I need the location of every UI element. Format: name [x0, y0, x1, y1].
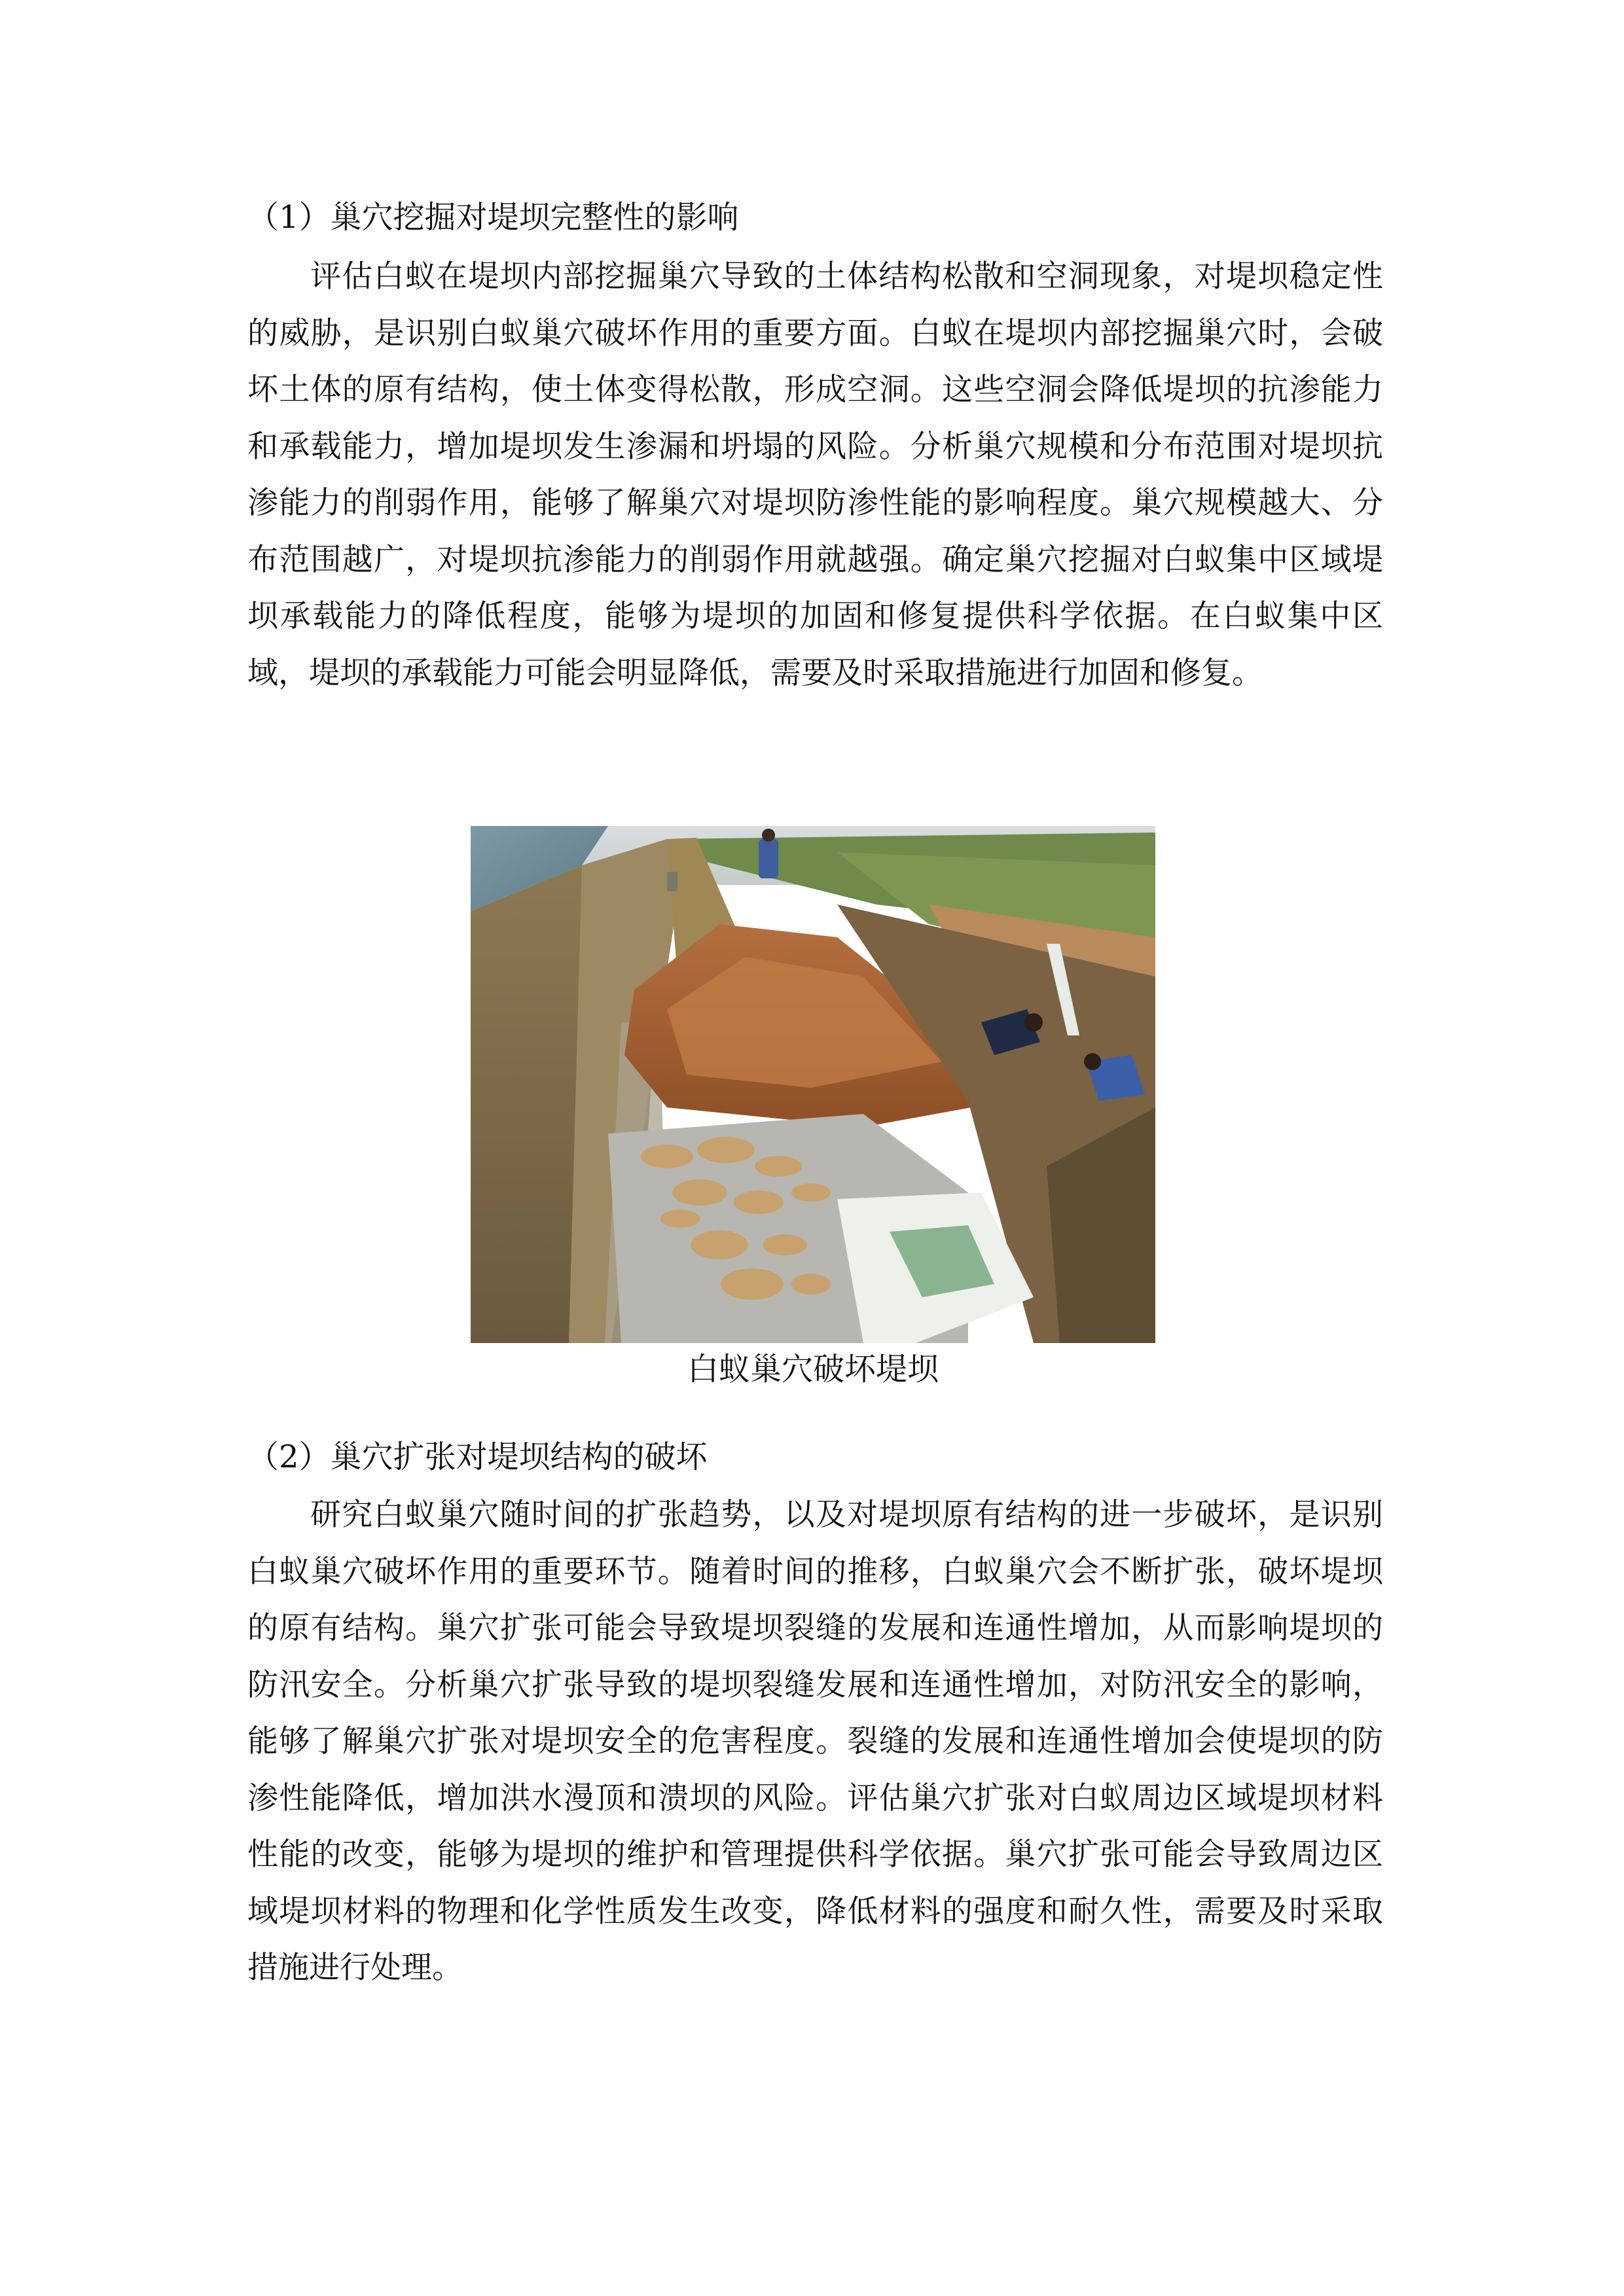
section-2-heading: （2）巢穴扩张对堤坝结构的破坏	[247, 1439, 708, 1475]
section-1-paragraph: 评估白蚁在堤坝内部挖掘巢穴导致的土体结构松散和空洞现象，对堤坝稳定性的威胁，是识别白蚁巢穴破坏作用的重要方面。白蚁在堤坝内部挖掘巢穴时，会破坏土体的原有结构，使土体变得松散，形成空洞。这些空洞会降低堤坝的抗渗能力和承载能力，增加堤坝发生渗漏和坍塌的风险。分析巢穴规模和分布范围对堤坝抗渗能力的削弱作用，能够了解巢穴对堤坝防渗性能的影响程度。巢穴规模越大、分布范围越广，对堤坝抗渗能力的削弱作用就越强。确定巢穴挖掘对白蚁集中区域堤坝承载能力的降低程度，能够为堤坝的加固和修复提供科学依据。在白蚁集中区域，堤坝的承载能力可能会明显降低，需要及时采取措施进行加固和修复。	[247, 259, 1383, 691]
section-2-paragraph: 研究白蚁巢穴随时间的扩张趋势，以及对堤坝原有结构的进一步破坏，是识别白蚁巢穴破坏作用的重要环节。随着时间的推移，白蚁巢穴会不断扩张，破坏堤坝的原有结构。巢穴扩张可能会导致堤坝裂缝的发展和连通性增加，从而影响堤坝的防汛安全。分析巢穴扩张导致的堤坝裂缝发展和连通性增加，对防汛安全的影响，能够了解巢穴扩张对堤坝安全的危害程度。裂缝的发展和连通性增加会使堤坝的防渗性能降低，增加洪水漫顶和溃坝的风险。评估巢穴扩张对白蚁周边区域堤坝材料性能的改变，能够为堤坝的维护和管理提供科学依据。巢穴扩张可能会导致周边区域堤坝材料的物理和化学性质发生改变，降低材料的强度和耐久性，需要及时采取措施进行处理。	[247, 1497, 1383, 1986]
embankment-photo	[471, 826, 1155, 1343]
figure-caption: 白蚁巢穴破坏堤坝	[687, 1351, 939, 1388]
section-1-heading: （1）巢穴挖掘对堤坝完整性的影响	[247, 199, 739, 236]
